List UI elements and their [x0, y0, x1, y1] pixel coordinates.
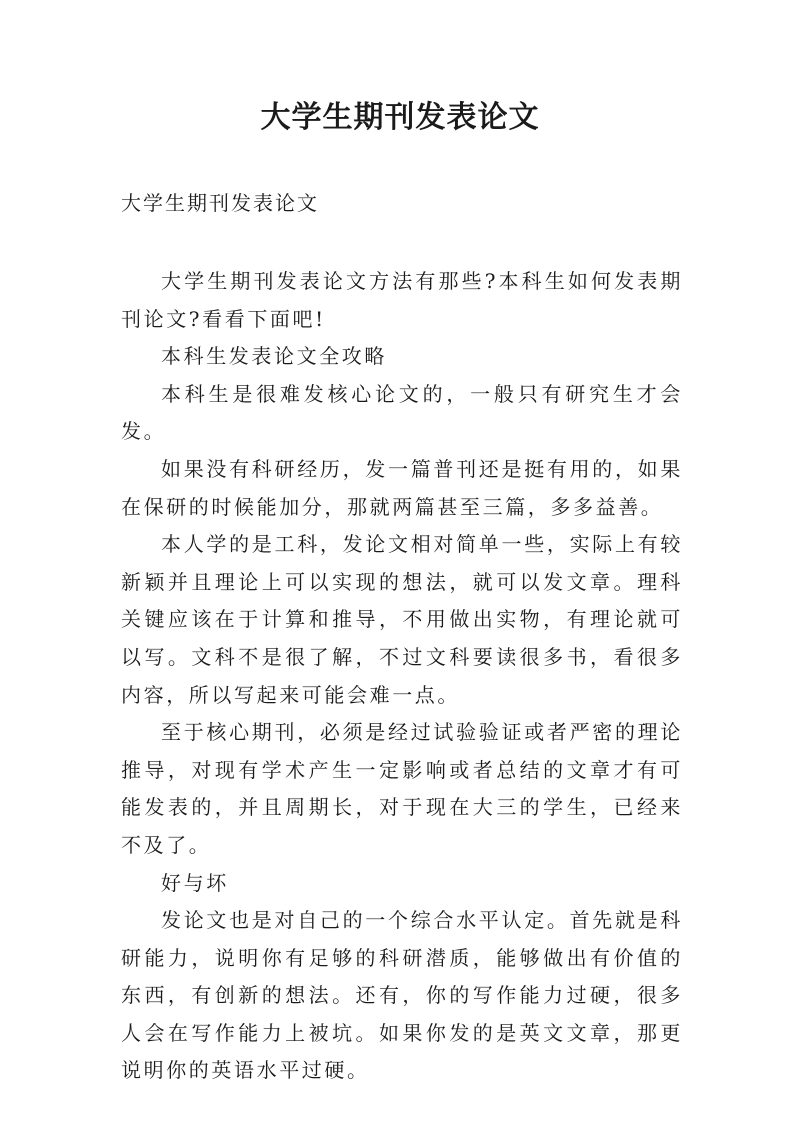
paragraph-evaluation: 发论文也是对自己的一个综合水平认定。首先就是科研能力，说明你有足够的科研潜质，能够做出有价值的东西，有创新的想法。还有，你的写作能力过硬，很多人会在写作能力上被坑。如果你发的是英文文章，那更说明你的英语水平过硬。	[121, 908, 683, 1083]
paragraph-engineering: 本人学的是工科，发论文相对简单一些，实际上有较新颖并且理论上可以实现的想法，就可以发文章。理科关键应该在于计算和推导，不用做出实物，有理论就可以写。文科不是很了解，不过文科要读很多书，看很多内容，所以写起来可能会难一点。	[121, 532, 683, 707]
document-title: 大学生期刊发表论文	[260, 100, 540, 135]
paragraph-intro: 大学生期刊发表论文方法有那些?本科生如何发表期刊论文?看看下面吧!	[121, 269, 683, 331]
section-heading-strategy: 本科生发表论文全攻略	[161, 344, 387, 369]
paragraph-core-journal: 至于核心期刊，必须是经过试验验证或者严密的理论推导，对现有学术产生一定影响或者总结的文章才有可能发表的，并且周期长，对于现在大三的学生，已经来不及了。	[121, 720, 683, 857]
paragraph-general-journal: 如果没有科研经历，发一篇普刊还是挺有用的，如果在保研的时候能加分，那就两篇甚至三篇，多多益善。	[121, 456, 683, 519]
paragraph-core-papers: 本科生是很难发核心论文的，一般只有研究生才会发。	[121, 381, 683, 444]
document-body	[121, 263, 683, 1090]
document-subtitle: 大学生期刊发表论文	[121, 191, 319, 215]
section-heading-pros-cons: 好与坏	[161, 870, 229, 895]
